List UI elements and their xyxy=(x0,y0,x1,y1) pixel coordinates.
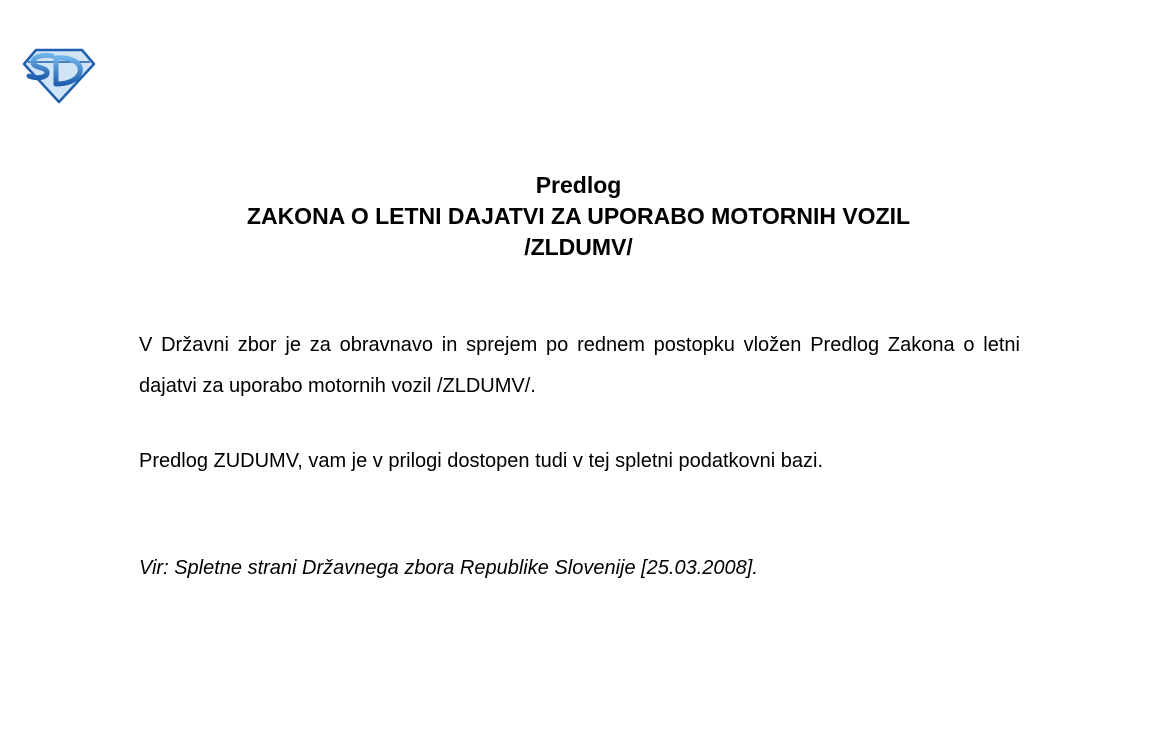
title-line-3: /ZLDUMV/ xyxy=(524,234,633,260)
sd-logo-icon xyxy=(22,48,96,104)
title-line-2: ZAKONA O LETNI DAJATVI ZA UPORABO MOTORNIH VOZIL xyxy=(246,203,911,229)
title-line-1: Predlog xyxy=(535,172,622,198)
source-citation: Vir: Spletne strani Državnega zbora Republike Slovenije [25.03.2008]. xyxy=(139,557,758,579)
paragraph-introduction: V Državni zbor je za obravnavo in sprejem po rednem postopku vložen Predlog Zakona o letni dajatvi za uporabo motornih vozil /ZLDUMV/. xyxy=(139,334,1020,397)
paragraph-availability: Predlog ZUDUMV, vam je v prilogi dostopen tudi v tej spletni podatkovni bazi. xyxy=(139,450,824,472)
document-title xyxy=(0,170,1157,263)
